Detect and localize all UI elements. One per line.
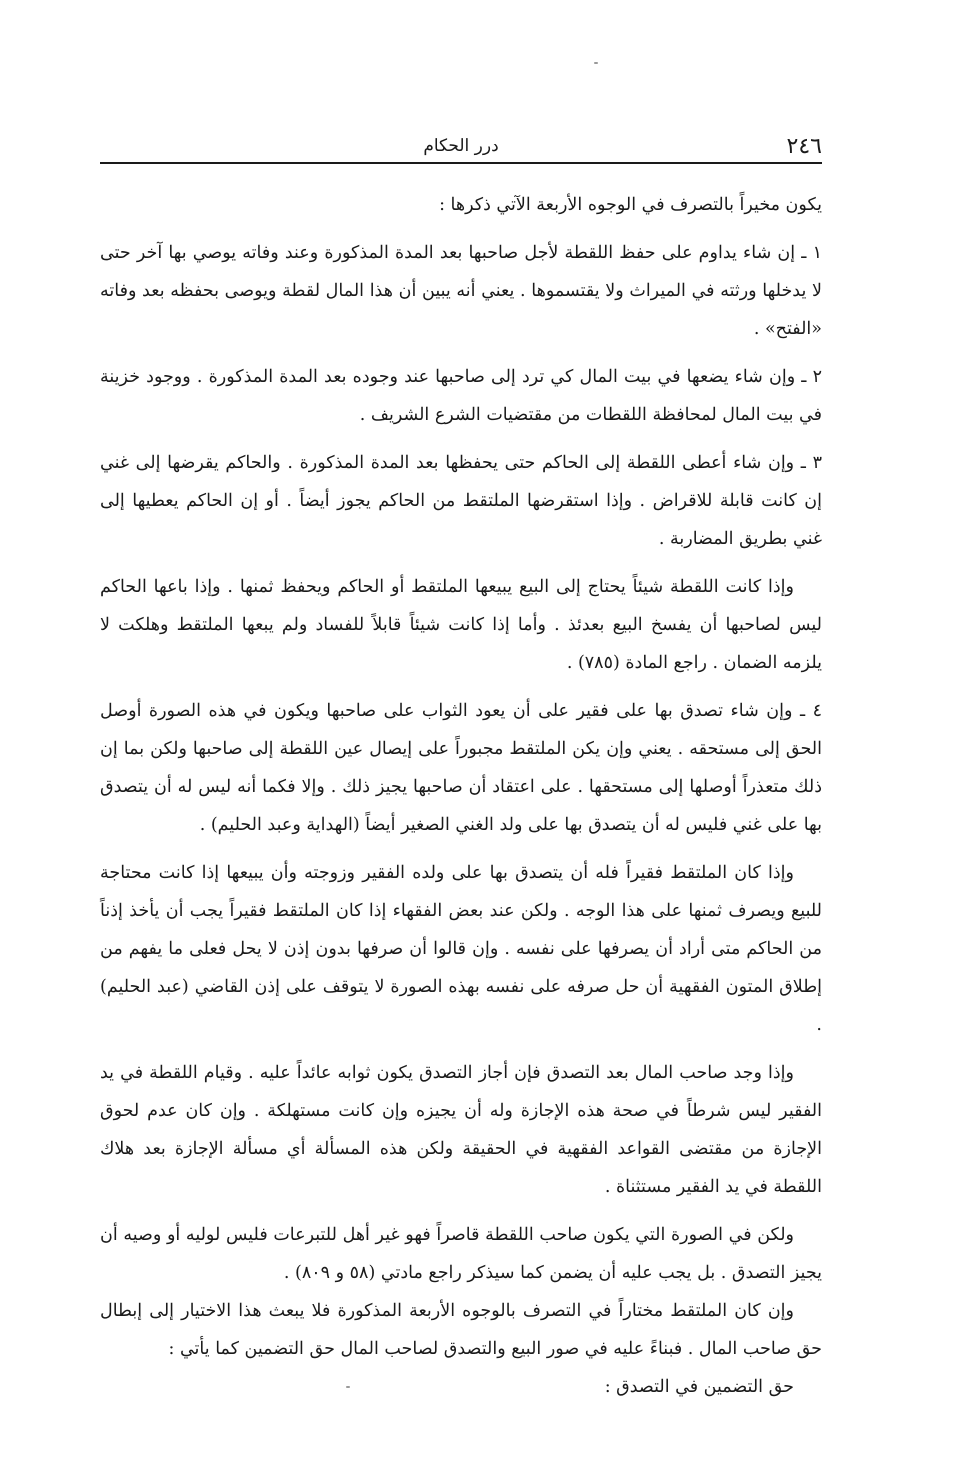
paragraph-choice: وإن كان الملتقط مختاراً في التصرف بالوجوه الأربعة المذكورة فلا يبعث هذا الاختيار إلى إبطال حق صاحب المال . فبناءً عليه في صور البيع والتصدق لصاحب المال حق التضمين كما يأتي : — [100, 1301, 822, 1359]
section-heading: حق التضمين في التصدق : — [604, 1377, 794, 1397]
paragraph-poor-finder: وإذا كان الملتقط فقيراً فله أن يتصدق بها على ولده الفقير وزوجته وأن يبيعها إذا كانت محتاجة للبيع ويصرف ثمنها على هذا الوجه . ولكن عند بعض الفقهاء إذا كان الملتقط فقيراً يجب أن يأخذ إذناً من الحاكم متى أراد أن يصرفها على نفسه . وإن قالوا أن صرفها بدون إذن لا يحل فعلى ما يفهم من إطلاق المتون الفقهية أن حل صرفه على نفسه بهذه الصورة لا يتوقف على إذن القاضي (عبد الحليم) . — [100, 863, 822, 1035]
paragraph-sale: وإذا كانت اللقطة شيئاً يحتاج إلى البيع يبيعها الملتقط أو الحاكم ويحفظ ثمنها . وإذا باعها الحاكم ليس لصاحبها أن يفسخ البيع بعدئذ . وأما إذا كانت شيئاً قابلاً للفساد ولم يبعها الملتقط وهلكت لا يلزمه الضمان . راجع المادة (٧٨٥) . — [100, 577, 822, 673]
paragraph-owner-found: وإذا وجد صاحب المال بعد التصدق فإن أجاز التصدق يكون ثوابه عائداً عليه . وقيام اللقطة في يد الفقير ليس شرطاً في صحة هذه الإجازة وله أن يجيزه وإن كانت مستهلكة . وإن كان عدم لحوق الإجازة من مقتضى القواعد الفقهية في الحقيقة ولكن هذه المسألة أي مسألة الإجازة بعد هلاك اللقطة في يد الفقير مستثناة . — [100, 1063, 822, 1197]
intro-line: يكون مخيراً بالتصرف في الوجوه الأربعة الآتي ذكرها : — [439, 195, 822, 215]
paragraph-item-4: ٤ ـ وإن شاء تصدق بها على فقير على أن يعود الثواب على صاحبها ويكون في هذه الصورة أوصل الحق إلى مستحقه . يعني وإن يكن الملتقط مجبوراً على إيصال عين اللقطة إلى صاحبها ولكن بما إن ذلك متعذراً أوصلها إلى مستحقها . على اعتقاد أن صاحبها يجيز ذلك . وإلا فكما أنه ليس له أن يتصدق بها على غني فليس له أن يتصدق بها على ولد الغني الصغير أيضاً (الهداية وعبد الحليم) . — [100, 701, 822, 835]
page-number: ٢٤٦ — [786, 134, 822, 159]
paragraph-minor-owner: ولكن في الصورة التي يكون صاحب اللقطة قاصراً فهو غير أهل للتبرعات فليس لوليه أو وصيه أن يجيز التصدق . بل يجب عليه أن يضمن كما سيذكر راجع مادتي (٥٨ و ٨٠٩) . — [100, 1225, 822, 1283]
running-title: درر الحكام — [423, 136, 499, 156]
page-header — [100, 128, 822, 162]
header-rule — [100, 162, 822, 164]
paragraph-item-2: ٢ ـ وإن شاء يضعها في بيت المال كي ترد إلى صاحبها عند وجوده بعد المدة المذكورة . ووجود خزينة في بيت المال لمحافظة اللقطات من مقتضيات الشرع الشريف . — [100, 367, 822, 425]
paragraph-item-3: ٣ ـ وإن شاء أعطى اللقطة إلى الحاكم حتى يحفظها بعد المدة المذكورة . والحاكم يقرضها إلى غني إن كانت قابلة للاقراض . وإذا استقرضها الملتقط من الحاكم يجوز أيضاً . أو إن الحاكم يعطيها إلى غني بطريق المضاربة . — [100, 453, 822, 549]
page-body — [100, 186, 822, 1406]
scan-speck — [346, 1386, 350, 1388]
paragraph-item-1: ١ ـ إن شاء يداوم على حفظ اللقطة لأجل صاحبها بعد المدة المذكورة وعند وفاته يوصي بها آخر حتى لا يدخلها ورثته في الميراث ولا يقتسموها . يعني أنه يبين أن هذا المال لقطة ويوصى بحفظه بعد وفاته «الفتح» . — [100, 243, 822, 339]
scan-speck — [594, 62, 598, 64]
